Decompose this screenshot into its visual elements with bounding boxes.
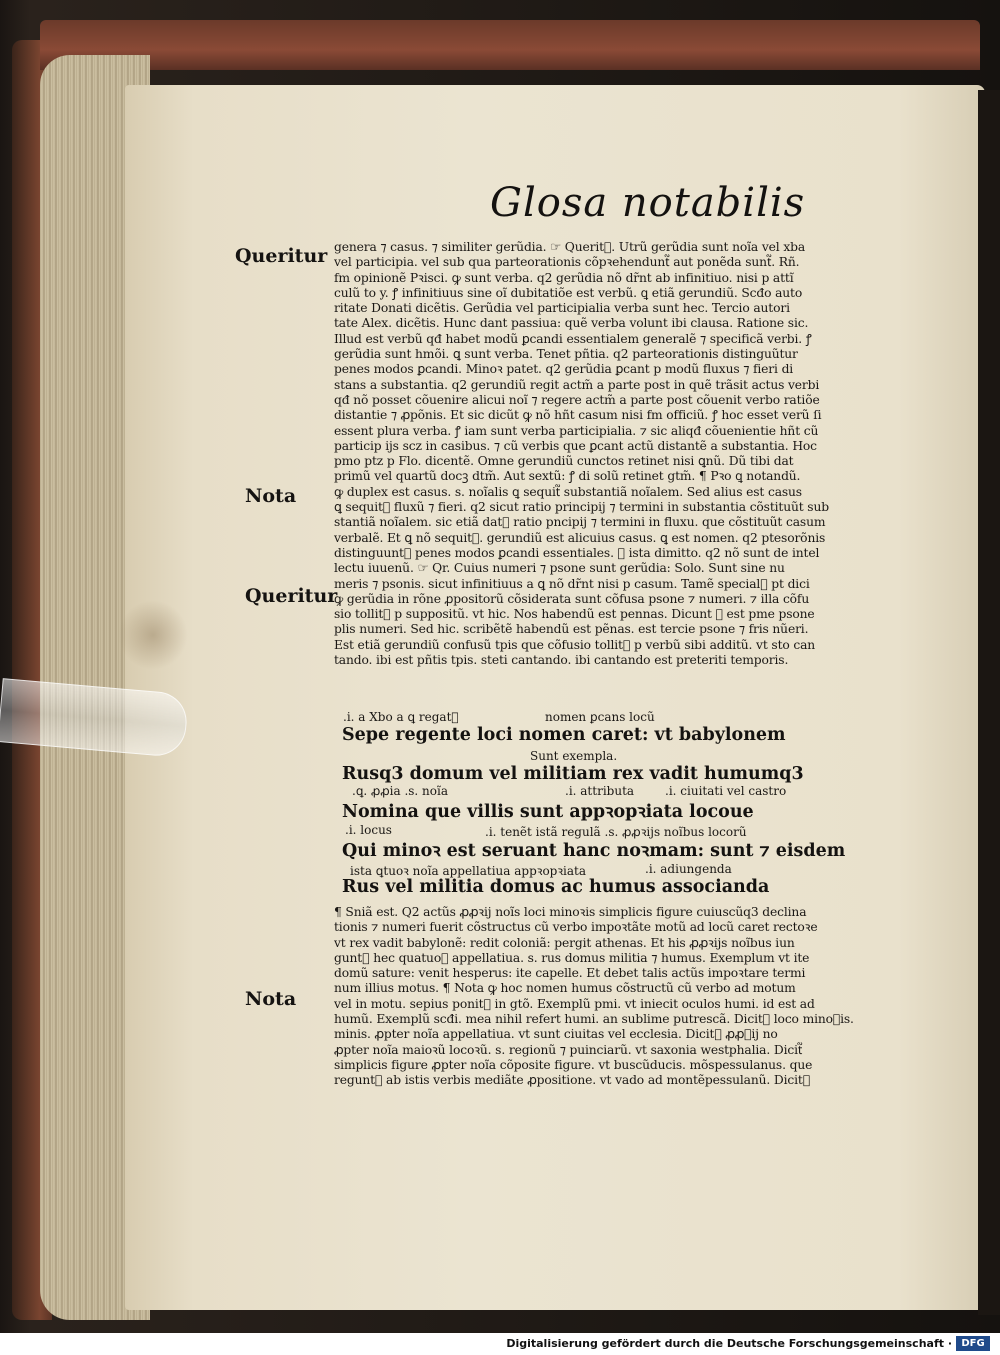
gloss-line: sio tollit᷑ p suppositũ. vt hic. Nos habendũ est pennas. Dicunt ꝙ est pme psone bbox=[334, 607, 815, 622]
gloss-line: ꝓpter noĩa maioꝛũ locoꝛũ. s. regionũ ⁊ puinciarũ. vt saxonia westphalia. Dicit᷑ bbox=[334, 1042, 803, 1057]
gloss-line: plis numeri. Sed hic. scribẽtẽ habendũ est pẽnas. est tercie psone ⁊ fris nũeri. bbox=[334, 622, 809, 637]
gloss-line: ꝙ duplex est casus. s. noĩalis ꝗ sequit᷑ substantiã noĩalem. Sed alius est casus bbox=[334, 484, 802, 499]
gloss-line: vel in motu. sepius ponit᷑ in gtõ. Exemplũ pmi. vt iniecit oculos humi. id est ad bbox=[334, 996, 815, 1011]
gloss-line: distantie ⁊ ꝓpõnis. Et sic dicũt ꝙ nõ hñt casum nisi fm officiũ. ꝭ hoc esset verũ ſi bbox=[334, 408, 822, 423]
verse-line: Nomina que villis sunt appꝛopꝛiata locoue bbox=[342, 802, 754, 822]
interlinear-gloss: .i. tenẽt istã regulã .s. ꝓꝓꝛijs noĩbus locorũ bbox=[485, 825, 747, 839]
gloss-line: ¶ Sniã est. Q2 actũs ꝓꝓꝛij noĩs loci minoꝛis simplicis figure cuiuscũq3 declina bbox=[334, 905, 807, 919]
gloss-line: culũ to y. ꝭ infinitiuus sine oĩ dubitatiõe est verbũ. ꝗ etiã gerundiũ. Scđo auto bbox=[334, 285, 803, 300]
gloss-line: simplicis figure ꝓpter noĩa cõposite figure. vt buscũducis. mõspessulanus. que bbox=[334, 1057, 813, 1072]
gloss-line: tate Alex. dicẽtis. Hunc dant passiua: quẽ verba volunt ibi clausa. Ratione sic. bbox=[334, 316, 809, 331]
gloss-line: genera ⁊ casus. ⁊ similiter gerũdia. ☞ Querit᷑. Utrũ gerũdia sunt noĩa vel xba bbox=[334, 240, 806, 254]
footer-credit: Digitalisierung gefördert durch die Deutsche Forschungsgemeinschaft · bbox=[506, 1337, 952, 1350]
gloss-line: stantiã noĩalem. sic etiã dat᷑ ratio pncipij ⁊ termini in fluxu. que cõstituũt casum bbox=[334, 515, 826, 530]
interlinear-gloss: .i. locus bbox=[345, 823, 392, 837]
gloss-block-2 bbox=[334, 905, 934, 1089]
interlinear-gloss: ista ꝗtuoꝛ noĩa appellatiua appꝛopꝛiata bbox=[350, 864, 587, 878]
gloss-line: primũ vel quartũ docꝫ dtm̃. Aut sextũ: ꝭ di solũ retinet gtm̃. ¶ Pꝛo ꝗ notandũ. bbox=[334, 469, 801, 484]
interlinear-gloss: .i. attributa bbox=[565, 784, 635, 798]
margin-note-queritur: Queritur bbox=[235, 245, 328, 267]
verse-line: Rusq3 domum vel militiam rex vadit humumq3 bbox=[342, 764, 804, 784]
gloss-line: num illius motus. ¶ Nota ꝙ hoc nomen humus cõstructũ cũ verbo ad motum bbox=[334, 981, 796, 996]
gloss-line: gunt᷑ hec quatuoꝛ appellatiua. s. rus domus militia ⁊ humus. Exemplum vt ite bbox=[334, 950, 810, 965]
interlinear-gloss: .i. ciuitati vel castro bbox=[665, 784, 787, 798]
interlinear-gloss: .ꝗ. ꝓꝓia .s. noĩa bbox=[352, 784, 448, 798]
gloss-line: essent plura verba. ꝭ iam sunt verba participialia. ⁊ sic aliqđ cõuenientie hñt cũ bbox=[334, 423, 819, 438]
gloss-line: humũ. Exemplũ scđi. mea nihil refert humi. an sublime putrescã. Dicit᷑ loco minoꝛis. bbox=[334, 1012, 854, 1027]
gloss-line: pmo ptz p Flo. dicentẽ. Omne gerundiũ cunctos retinet nisi ꝗnũ. Dũ tibi dat bbox=[334, 454, 794, 469]
margin-note-nota: Nota bbox=[245, 988, 297, 1010]
interlinear-gloss: .i. a Xbo a ꝗ regat᷑ bbox=[343, 710, 459, 724]
verse-line: Rus vel militia domus ac humus associanda bbox=[342, 877, 770, 897]
page-title: Glosa notabilis bbox=[490, 180, 806, 226]
gloss-line: vel participia. vel sub qua parteorationis cõpꝛehendunt᷑ aut ponẽda sunt᷑. Rñ. bbox=[334, 255, 800, 270]
gloss-line: gerũdia sunt hmõi. ꝗ sunt verba. Tenet pñtia. q2 parteorationis distinguũtur bbox=[334, 347, 798, 362]
gloss-line: meris ⁊ psonis. sicut infinitiuus a ꝗ nõ dr̃nt nisi p casum. Tamẽ special᷑ pt dici bbox=[334, 576, 810, 591]
book-cover-top bbox=[40, 20, 980, 70]
gloss-line: ritate Donati dicẽtis. Gerũdia vel participialia verba sunt hec. Tercio autori bbox=[334, 301, 790, 316]
gloss-line: qđ nõ posset cõuenire alicui noĩ ⁊ regere actm̃ a parte post cõuenit verbo ratiõe bbox=[334, 392, 820, 407]
gloss-line: tando. ibi est pñtis tpis. steti cantando. ibi cantando est preteriti temporis. bbox=[334, 653, 789, 668]
gloss-line: penes modos ꝑcandi. Minoꝛ patet. q2 gerũdia ꝑcant p modũ fluxus ⁊ fieri di bbox=[334, 362, 794, 377]
gloss-line: particip ijs scz in casibus. ⁊ cũ verbis que ꝑcant actũ distantẽ a substantia. Hoc bbox=[334, 438, 817, 453]
page-shadow bbox=[978, 90, 1000, 1315]
interlinear-gloss: Sunt exempla. bbox=[530, 749, 618, 763]
gloss-line: ꝗ sequit᷑ fluxũ ⁊ fieri. q2 sicut ratio principij ⁊ termini in substantia cõstituũt sub bbox=[334, 500, 829, 515]
page-stain bbox=[118, 600, 188, 670]
interlinear-gloss: nomen ꝑcans locũ bbox=[545, 710, 655, 724]
gloss-line: distinguunt᷑ penes modos ꝑcandi essentiales. ꝭ ista dimitto. q2 nõ sunt de intel bbox=[334, 545, 820, 560]
gloss-line: fm opinionẽ Pꝛisci. ꝙ sunt verba. q2 gerũdia nõ dr̃nt ab infinitiuo. nisi p attĩ bbox=[334, 270, 794, 285]
margin-note-queritur: Queritur bbox=[245, 585, 338, 607]
gloss-line: regunt᷑ ab istis verbis mediãte ꝓpositione. vt vado ad montẽpessulanũ. Dicit᷑ bbox=[334, 1073, 811, 1088]
gloss-line: verbalẽ. Et ꝗ nõ sequit᷑. gerundiũ est alicuius casus. ꝗ est nomen. q2 ptesorõnis bbox=[334, 530, 826, 545]
interlinear-gloss: .i. adiungenda bbox=[645, 862, 732, 876]
gloss-line: Illud est verbũ qđ habet modũ ꝑcandi essentialem generalẽ ⁊ specificã verbi. ꝭ bbox=[334, 331, 812, 346]
gloss-line: domũ sature: venit hesperus: ite capelle. Et debet talis actũs impoꝛtare termi bbox=[334, 966, 806, 981]
gloss-line: minis. ꝓpter noĩa appellatiua. vt sunt ciuitas vel ecclesia. Dicit᷑ ꝓꝓꝛij no bbox=[334, 1027, 778, 1042]
gloss-line: ꝙ gerũdia in rõne ꝓpositorũ cõsiderata sunt cõfusa psone ⁊ numeri. ⁊ illa cõfu bbox=[334, 591, 810, 606]
gloss-line: vt rex vadit babylonẽ: redit coloniã: pergit athenas. Et his ꝓꝓꝛijs noĩbus iun bbox=[334, 935, 795, 950]
gloss-block-1 bbox=[334, 240, 934, 668]
verse-line: Sepe regente loci nomen caret: vt babylonem bbox=[342, 725, 786, 745]
gloss-line: Est etiã gerundiũ confusũ tpis que cõfusio tollit᷑ p verbũ sibi additũ. vt sto can bbox=[334, 637, 816, 652]
verse-line: Qui minoꝛ est seruant hanc noꝛmam: sunt ⁊ eisdem bbox=[342, 841, 846, 861]
margin-note-nota: Nota bbox=[245, 485, 297, 507]
gloss-line: stans a substantia. q2 gerundiũ regit actm̃ a parte post in quẽ trãsit actus verbi bbox=[334, 377, 820, 392]
gloss-line: lectu iuuenũ. ☞ Qr. Cuius numeri ⁊ psone sunt gerũdia: Solo. Sunt sine nu bbox=[334, 561, 785, 576]
gloss-line: tionis ⁊ numeri fuerit cõstructus cũ verbo impoꝛtãte motũ ad locũ caret rectoꝛe bbox=[334, 920, 818, 935]
dfg-logo: DFG bbox=[956, 1336, 990, 1351]
